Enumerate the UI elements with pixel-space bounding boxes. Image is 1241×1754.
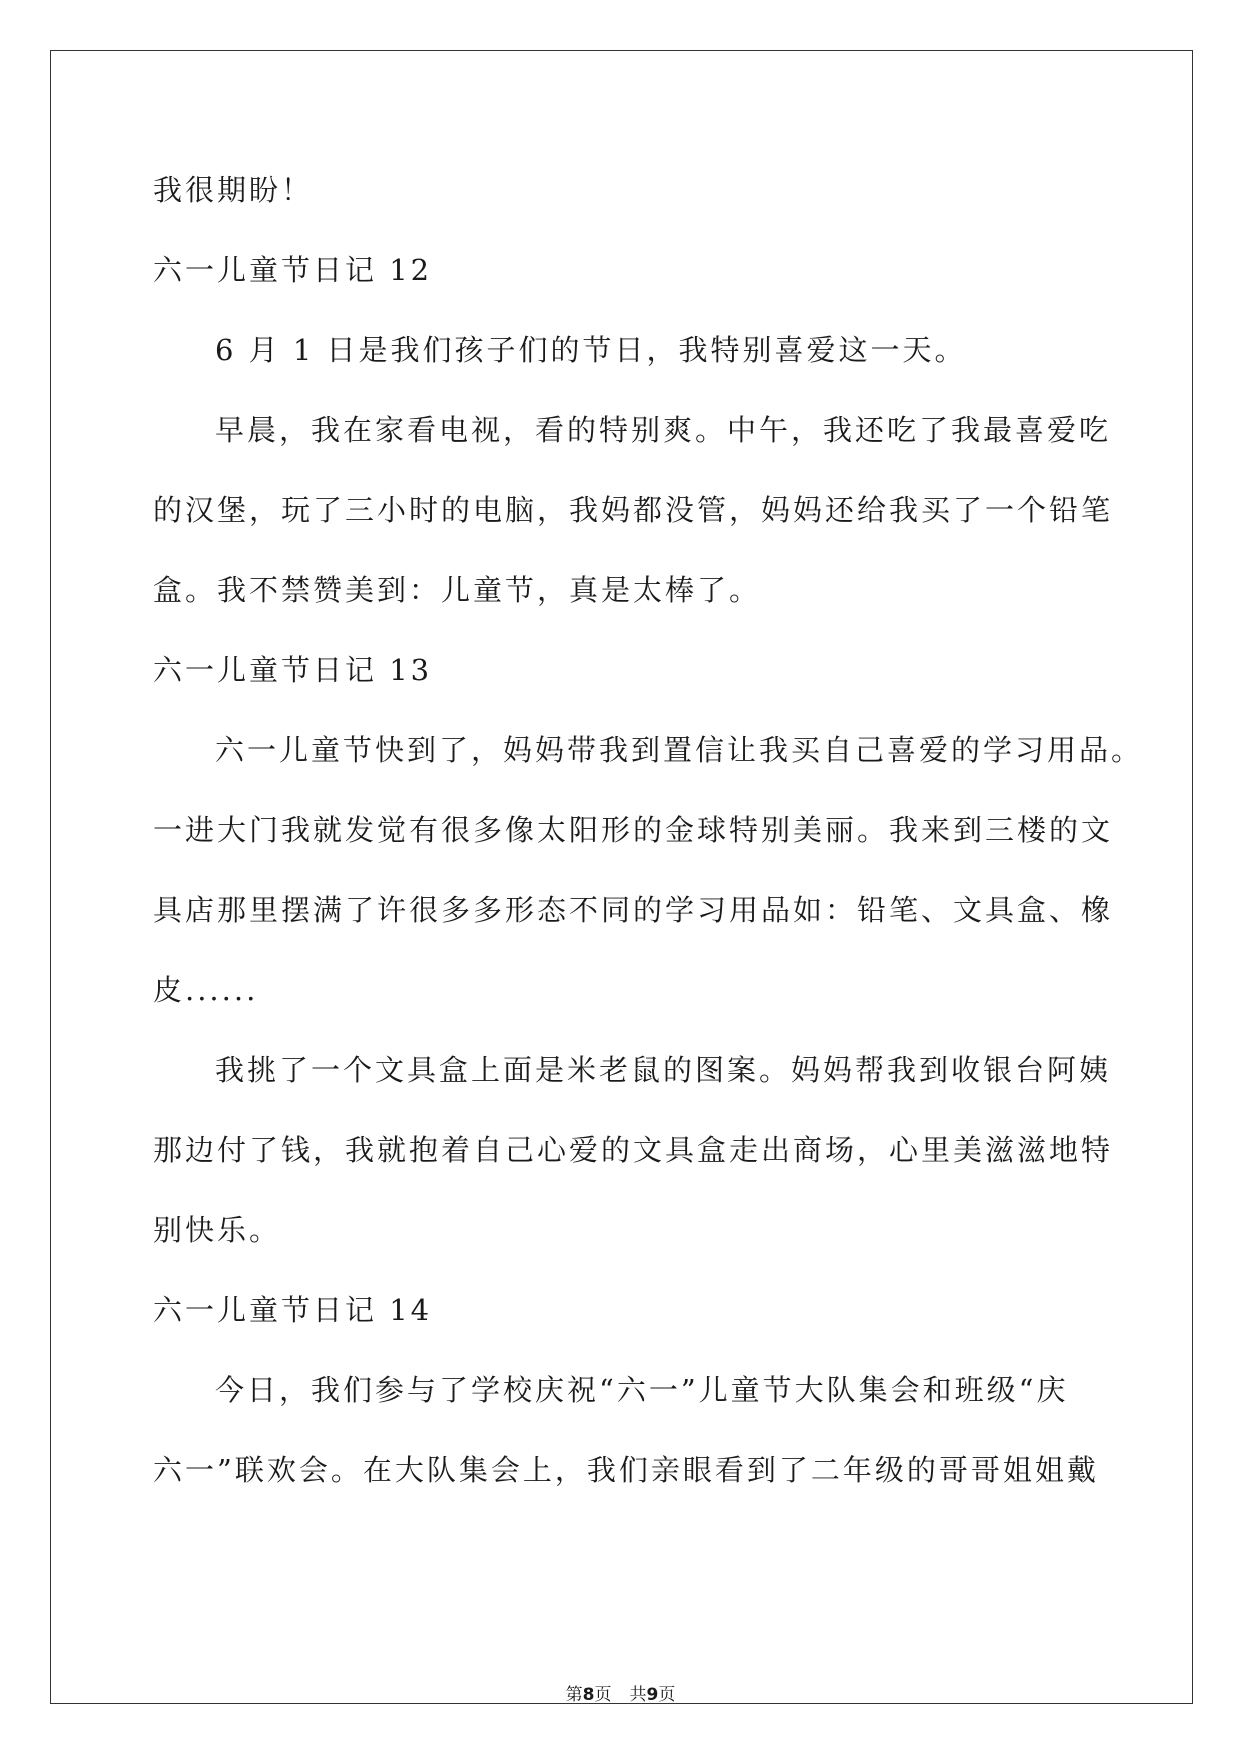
page-footer xyxy=(0,1680,1241,1705)
footer-total-unit: 页 xyxy=(658,1685,676,1705)
section-heading: 六一儿童节日记 13 xyxy=(153,653,433,687)
text-line: 盒。我不禁赞美到：儿童节，真是太棒了。 xyxy=(153,573,762,607)
section-heading: 六一儿童节日记 14 xyxy=(153,1293,433,1327)
text-line: 6 月 1 日是我们孩子们的节日，我特别喜爱这一天。 xyxy=(215,333,967,367)
text-line: 六一儿童节快到了，妈妈带我到置信让我买自己喜爱的学习用品。 xyxy=(215,733,1144,767)
text-line: 的汉堡，玩了三小时的电脑，我妈都没管，妈妈还给我买了一个铅笔 xyxy=(153,493,1114,527)
text-line: 我很期盼！ xyxy=(153,173,314,207)
section-heading: 六一儿童节日记 12 xyxy=(153,253,433,287)
text-line: 今日，我们参与了学校庆祝“六一”儿童节大队集会和班级“庆 xyxy=(215,1373,1069,1407)
text-line: 一进大门我就发觉有很多像太阳形的金球特别美丽。我来到三楼的文 xyxy=(153,813,1114,847)
text-line: 早晨，我在家看电视，看的特别爽。中午，我还吃了我最喜爱吃 xyxy=(215,413,1112,447)
current-page-number: 8 xyxy=(582,1685,595,1705)
text-line: 那边付了钱，我就抱着自己心爱的文具盒走出商场，心里美滋滋地特 xyxy=(153,1133,1114,1167)
total-pages-number: 9 xyxy=(646,1685,659,1705)
text-line: 皮...... xyxy=(153,973,259,1007)
text-line: 别快乐。 xyxy=(153,1213,282,1247)
footer-total-prefix: 共 xyxy=(629,1685,647,1705)
footer-prefix: 第 xyxy=(565,1685,583,1705)
text-line: 我挑了一个文具盒上面是米老鼠的图案。妈妈帮我到收银台阿姨 xyxy=(215,1053,1112,1087)
text-line: 具店那里摆满了许很多多形态不同的学习用品如：铅笔、文具盒、橡 xyxy=(153,893,1114,927)
footer-page-unit: 页 xyxy=(594,1685,612,1705)
text-line: 六一”联欢会。在大队集会上，我们亲眼看到了二年级的哥哥姐姐戴 xyxy=(153,1453,1099,1487)
